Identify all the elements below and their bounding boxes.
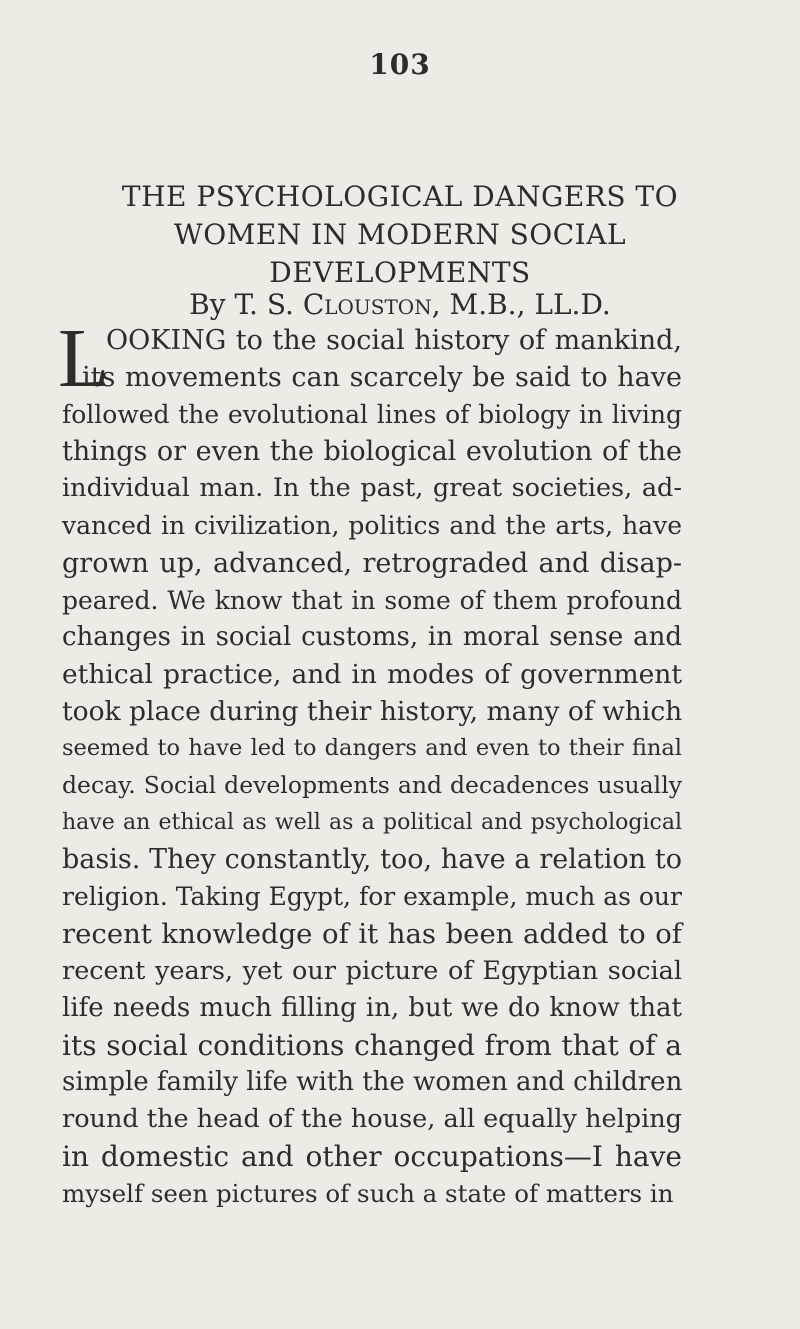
text-line: basis. They constantly, too, have a relation to [62,844,682,876]
page-number: 103 [369,48,431,81]
text-line: followed the evolutional lines of biology in living [62,400,682,430]
byline-prefix: By T. S. [189,288,303,321]
text-line: decay. Social developments and decadences usually [62,771,682,800]
text-line: ethical practice, and in modes of government [62,658,682,690]
drop-cap: L [58,312,110,405]
text-line: changes in social customs, in moral sense and [62,621,682,652]
text-line: OOKING to the social history of mankind, [106,325,682,356]
text-line: recent years, yet our picture of Egyptian social [62,955,682,986]
text-line: myself seen pictures of such a state of matters in [62,1179,674,1209]
article-title [40,178,760,292]
text-line: have an ethical as well as a political and psychological [62,810,682,836]
byline-suffix: , M.B., LL.D. [431,288,611,321]
title-line: WOMEN IN MODERN SOCIAL [173,218,627,251]
text-line: vanced in civilization, politics and the arts, have [62,511,682,541]
title-line: THE PSYCHOLOGICAL DANGERS TO [121,180,679,213]
title-line: DEVELOPMENTS [269,256,531,289]
text-line: round the head of the house, all equally helping [62,1103,682,1134]
text-line: grown up, advanced, retrograded and disap- [62,547,682,579]
text-line: recent knowledge of it has been added to of [62,917,682,950]
text-line: individual man. In the past, great societies, ad- [62,473,682,504]
text-line: things or even the biological evolution of the [62,436,682,468]
text-line: took place during their history, many of which [62,695,683,727]
text-line: religion. Taking Egypt, for example, much as our [62,882,682,912]
text-line: its movements can scarcely be said to have [82,362,682,394]
author-byline [40,288,760,322]
text-line: in domestic and other occupations—I have [62,1140,682,1174]
byline-author: Clouston [302,288,432,321]
text-line: seemed to have led to dangers and even to their final [62,735,682,762]
body-paragraph [62,322,682,1212]
text-line: its social conditions changed from that of a [62,1028,682,1062]
text-line: peared. We know that in some of them profound [62,585,682,615]
text-line: life needs much filling in, but we do know that [62,992,682,1023]
text-line: simple family life with the women and children [62,1066,683,1097]
